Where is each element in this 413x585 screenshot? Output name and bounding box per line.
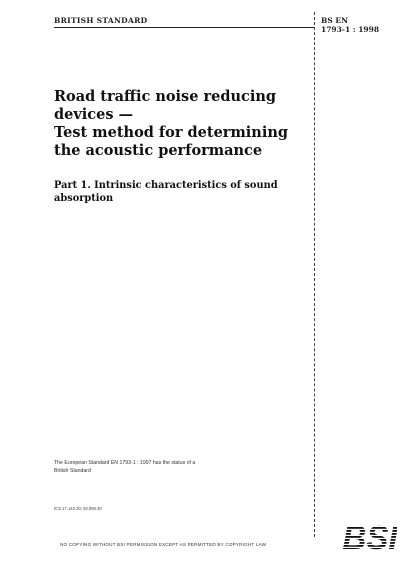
part-line-1: Part 1. Intrinsic characteristics of sound xyxy=(54,180,278,191)
status-line-1: The European Standard EN 1793-1 : 1997 has the status of a xyxy=(54,460,196,466)
header-standard-number-line2: 1793-1 : 1998 xyxy=(321,25,380,34)
title-line-1: Road traffic noise reducing xyxy=(54,88,277,105)
header-standard-label: BRITISH STANDARD xyxy=(54,16,148,25)
margin-rule xyxy=(314,12,315,537)
ics-code: ICS 17.140.30; 93.080.30 xyxy=(54,506,102,511)
part-line-2: absorption xyxy=(54,192,114,204)
title-line-2: devices — xyxy=(54,106,134,123)
copyright-notice: NO COPYING WITHOUT BSI PERMISSION EXCEPT AS PERMITTED BY COPYRIGHT LAW xyxy=(60,542,267,547)
part-subtitle xyxy=(54,180,309,205)
title-line-3: Test method for determining xyxy=(54,124,289,141)
header-standard-number xyxy=(321,16,379,34)
title-line-4: the acoustic performance xyxy=(54,142,263,159)
document-title xyxy=(54,88,309,160)
header-rule xyxy=(54,27,314,28)
status-line-2: British Standard xyxy=(54,468,91,474)
header-standard-number-line1: BS EN xyxy=(321,16,348,25)
status-statement xyxy=(54,459,284,475)
bsi-logo-icon xyxy=(343,518,397,552)
